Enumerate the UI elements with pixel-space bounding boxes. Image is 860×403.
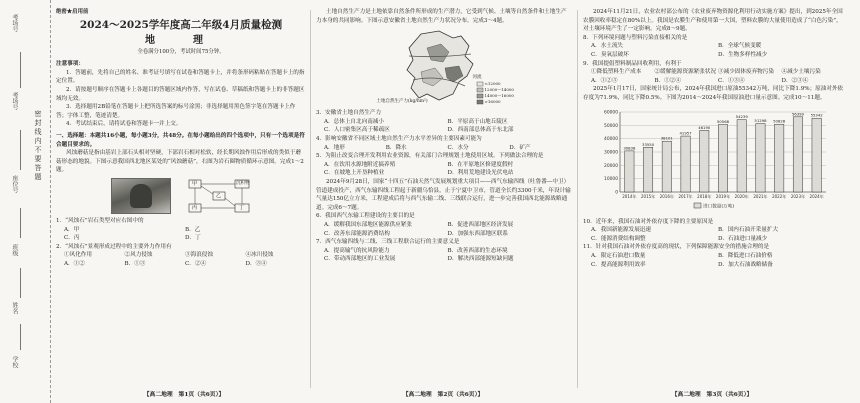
map-legend-value: 14000～16000 <box>484 93 514 99</box>
data-label: 51298 <box>754 117 767 123</box>
option: B．在平原地区修建度假村 <box>447 161 514 168</box>
option: D．加大石油战略储备 <box>718 261 773 268</box>
binding-line <box>20 208 21 238</box>
x-tick-label: 2021年 <box>753 193 768 199</box>
answer-options <box>316 221 571 238</box>
oil-import-chart-svg <box>594 106 834 216</box>
data-label: 56399 <box>791 110 804 116</box>
passage: 土地自然生产力是土地依靠自然条件所形成的生产潜力，它受到气候、土壤等自然条件和土地生产力本身的共同影响。下图示意安徽省土地自然生产力状况分布。完成3～4题。 <box>316 9 567 24</box>
question-stem: 11．针对我国石油对外依存度高的现状，下列保障能源安全的措施合理的是 <box>583 244 770 251</box>
subject-title: 地 理 <box>145 34 217 46</box>
y-tick-label: 20000 <box>604 163 618 169</box>
x-tick-label: 2023年 <box>790 193 806 199</box>
option: D．加强东西部地区联系 <box>447 230 508 237</box>
bar <box>775 124 784 192</box>
wind-erosion-mushroom-photo <box>111 178 171 214</box>
answer-options <box>56 226 306 243</box>
bar <box>737 119 746 191</box>
statement: ④冰川侵蚀 <box>245 252 274 259</box>
page-2 <box>316 8 571 384</box>
oil-import-chart <box>594 106 834 216</box>
x-tick-label: 2020年 <box>734 193 749 199</box>
question-stem: 8．下列环境问题与塑料污染直接相关的是 <box>583 34 688 41</box>
notice-item: 4．考试结束后，请将试卷和答题卡一并上交。 <box>66 121 182 128</box>
option: C．带动西部地区的工业发展 <box>324 256 396 263</box>
binding-field: 考场号 <box>11 92 18 110</box>
binding-field: 姓名 <box>11 302 18 314</box>
passage: 2025年1月17日，国家统计局公布，2024年我国进口原油55342万吨，同比下降1.9%；原油对外依存度为71.9%，同比下降0.5%。下图为2014～2024年我国原油进口量示意图。完成10～11题。 <box>583 86 844 101</box>
notice-title: 注意事项： <box>56 61 84 68</box>
map-legend-river: 河流 <box>472 75 482 81</box>
option: B．平原高于山地丘陵区 <box>447 118 508 125</box>
statement-items <box>56 251 306 260</box>
bar <box>756 123 765 191</box>
option: B．降低进口石油价格 <box>718 252 773 259</box>
answer-options <box>316 118 571 135</box>
y-tick-label: 0 <box>615 190 618 196</box>
option: C．①③④ <box>718 77 745 84</box>
answer-options <box>316 144 571 153</box>
y-tick-label: 10000 <box>604 176 618 182</box>
option: A．我国新能源发展迅速 <box>591 227 651 234</box>
column-divider <box>577 10 578 388</box>
question-stem: 9．我国提倡塑料制品回收利用，有利于 <box>583 60 682 67</box>
question-stem: 2．“风蚀石”景观形成过程中的主要外力作用有 <box>56 243 172 250</box>
passage: 2024年11月21日，农业农村部公布的《农业废弃物资源化利用行动实施方案》提出，到2025年全国农膜回收率稳定在80%以上。我国是农膜生产和使用第一大国，塑料农膜的大量使用造成了“白色污染”，对土壤环境产生了一定影响。完成8～9题。 <box>583 9 843 33</box>
option: C．人口密集区高于稀疏区 <box>324 127 390 134</box>
y-tick-label: 50000 <box>604 123 618 129</box>
answer-options <box>56 260 306 269</box>
option: A．地形 <box>324 144 345 151</box>
schema-label: 丙 <box>192 204 198 211</box>
option: C．改善东部能源消费结构 <box>324 230 390 237</box>
question-stem: 3．安徽省土地自然生产力 <box>316 110 382 117</box>
map-legend-title: 土地自然生产力(kg/hm²) <box>376 99 428 105</box>
option: B．改善西部的生态环境 <box>447 247 508 254</box>
option: A．总体上自北向南减小 <box>324 118 384 125</box>
data-label: 54239 <box>735 113 748 119</box>
map-legend-value: 12000～14000 <box>484 87 514 93</box>
anhui-productivity-map <box>369 28 519 106</box>
option: C．在坡地上开垦种植业 <box>324 170 385 177</box>
schema-label: 乙 <box>216 192 222 199</box>
data-label: 30838 <box>623 144 636 150</box>
statement: ①风化作用 <box>64 252 92 259</box>
question-stem: 10．近年来，我国石油对外依存度下降的主要原因是 <box>583 218 714 225</box>
y-tick-label: 60000 <box>604 110 618 116</box>
answer-options <box>583 77 845 86</box>
binding-field: 班级 <box>11 244 18 256</box>
bar <box>718 124 727 191</box>
data-label: 55342 <box>810 112 823 118</box>
bar <box>700 130 709 192</box>
x-tick-label: 2014年 <box>622 193 637 199</box>
option: B．国内石油开采量扩大 <box>718 227 779 234</box>
legend-swatch <box>694 203 701 208</box>
binding-line <box>20 268 21 298</box>
bar <box>625 150 634 191</box>
answer-options <box>583 252 845 269</box>
notice-item: 3．选择题用2B铅笔在答题卡上把所选答案的标号涂黑；非选择题用黑色签字笔在答题卡上作答；字体工整，笔迹清楚。 <box>56 104 296 119</box>
option: D．丁 <box>185 235 201 242</box>
option: D．生物多样性减少 <box>718 51 768 58</box>
option: A．缓解我国东部地区能源供应紧张 <box>324 221 412 228</box>
bar <box>662 141 671 192</box>
option: D．利用荒地建设光伏电站 <box>447 170 514 177</box>
x-tick-label: 2022年 <box>772 193 787 199</box>
passage: 2024年9月28日，国家“十四五”石油天然气发展规划重大项目——西气东输四线（吐鲁番—中卫）管道建成投产，西气东输四线工程起于新疆乌恰县，止于宁夏中卫市，管道全长约3300千米，年设计输气量达150亿立方米，工程建成后将与西气东输二线、三线联合运行，进一步完善我国西北能源战略通道。完成6～7题。 <box>316 178 571 211</box>
option: C．提高能源利用效率 <box>591 261 646 268</box>
statement-items <box>583 68 845 77</box>
map-legend-value: >16000 <box>484 99 501 105</box>
exam-title: 2024～2025学年度高二年级4月质量检测 <box>79 18 283 31</box>
option: B．全球气候变暖 <box>718 43 762 50</box>
question-stem: 5．为阻止改变合理开发利用农业资源，有关部门合理规划土地使用区域。下列做法合理的是 <box>316 153 544 160</box>
question-stem: 7．西气东输四线与二线、三线工程联合运行的主要意义是 <box>316 239 460 246</box>
option: D．解决西部能源短缺问题 <box>447 256 514 263</box>
data-label: 41957 <box>679 130 692 136</box>
column-divider <box>310 10 311 388</box>
data-label: 33550 <box>642 141 655 147</box>
option: D．③④ <box>245 260 267 267</box>
statement: ③海浪侵蚀 <box>185 252 213 259</box>
x-tick-label: 2024年 <box>809 193 824 199</box>
x-tick-label: 2019年 <box>715 193 731 199</box>
binding-line <box>20 52 21 88</box>
option: A．①②③ <box>591 77 618 84</box>
data-label: 38101 <box>660 135 673 141</box>
score-line: 全卷满分100分，考试时间75分钟。 <box>137 48 225 55</box>
page-footer: 【高二地理 第3页（共6页）】 <box>671 392 753 398</box>
question-stem: 4．影响安徽省不同区域土地自然生产力水平差异的主要因素可能为 <box>316 135 482 142</box>
map-legend-value: <12000 <box>484 81 501 87</box>
option: A．限定石油进口数量 <box>591 252 646 259</box>
page-footer: 【高二地理 第1页（共6页）】 <box>143 392 225 398</box>
statement: ②风力侵蚀 <box>124 252 153 259</box>
option: C．②④ <box>185 260 207 267</box>
option: A．水土流失 <box>591 43 624 50</box>
question-stem: 1．“风蚀石”岩石类型对应右图中的 <box>56 217 144 224</box>
question-stem: 6．我国西气东输工程建设的主要目的是 <box>316 213 415 220</box>
rock-cycle-diagram <box>187 178 251 214</box>
option: C．丙 <box>64 235 80 242</box>
option: D．②③④ <box>781 77 809 84</box>
schema-label: 甲 <box>192 180 198 187</box>
page-3 <box>583 8 845 384</box>
data-label: 50828 <box>773 118 786 124</box>
passage: 风蚀蘑菇是指由基岩上部石头相对坚硬，下部岩石相对松软，经长期风蚀作用后形成的类似于蘑菇形态的地貌。下图示意我国西北地区某处的“风蚀蘑菇”，右图为岩石圈物质循环示意图。完成1～2题。 <box>56 150 304 174</box>
option: B．①③ <box>124 260 146 267</box>
rock-shape <box>130 184 152 208</box>
y-tick-label: 40000 <box>604 136 618 142</box>
option: B．①②④ <box>654 77 681 84</box>
option: D．矿产 <box>509 144 531 151</box>
seal-line-text: 密封线内不要答题 <box>34 110 42 182</box>
binding-field: 座位号 <box>11 175 18 193</box>
page-footer: 【高二地理 第2页（共6页）】 <box>402 392 484 398</box>
x-tick-label: 2015年 <box>640 193 656 199</box>
x-tick-label: 2017年 <box>678 193 693 199</box>
answer-options <box>316 161 571 178</box>
notice-item: 1．答题前，先将自己的姓名、准考证号填写在试卷和答题卡上，并将条形码粘贴在答题卡上的指定位置。 <box>56 69 305 85</box>
option: C．能源消费结构调整 <box>591 235 646 242</box>
schema-label: 丁 <box>239 204 245 211</box>
bar <box>681 136 690 192</box>
schema-label: 沉积物 <box>236 180 250 186</box>
statement: ①降低塑料生产成本 <box>591 69 642 76</box>
option: B．乙 <box>185 226 201 233</box>
binding-field: 学校 <box>11 356 18 368</box>
data-label: 46190 <box>698 124 711 130</box>
confidential-mark: 绝密★启用前 <box>56 9 89 15</box>
bar <box>812 118 821 192</box>
notice-item: 2．请按题号顺序在答题卡上各题目的答题区域内作答，写在试卷、草稿纸和答题卡上的非答题区域均无效。 <box>56 86 305 102</box>
section-heading: 一、选择题：本题共16小题，每小题3分，共48分。在每小题给出的四个选项中，只有一个选项是符合题目要求的。 <box>56 132 305 148</box>
x-tick-label: 2018年 <box>697 193 712 199</box>
option: B．促进西部地区经济发展 <box>447 221 514 228</box>
binding-line <box>20 130 21 170</box>
binding-line <box>20 324 21 350</box>
bar <box>643 147 652 192</box>
option: A．甲 <box>64 226 80 233</box>
option: D．西南部总体高于东北部 <box>447 127 514 134</box>
figure-row <box>56 178 306 214</box>
answer-options <box>583 226 845 243</box>
y-tick-label: 30000 <box>604 150 618 156</box>
data-label: 50568 <box>716 118 730 124</box>
option: D．石油进口量减少 <box>718 235 768 242</box>
x-tick-label: 2016年 <box>659 193 674 199</box>
option: C．水分 <box>447 144 469 151</box>
binding-margin <box>0 0 51 403</box>
option: A．在饮用水源地附近搞养殖 <box>324 161 396 168</box>
binding-field: 考场号 <box>11 14 18 32</box>
page-1 <box>56 8 306 384</box>
bar <box>793 116 802 191</box>
statement: ②缓解能源资源紧张状况 <box>654 69 717 76</box>
option: A．提高输气的抗风险能力 <box>324 247 390 254</box>
option: B．降水 <box>385 144 407 151</box>
answer-options <box>316 247 571 264</box>
legend-label: 进口数量(万吨) <box>703 204 735 210</box>
option: C．臭氧层破坏 <box>591 51 629 58</box>
statement: ③减少固体废弃物污染 <box>718 69 774 76</box>
answer-options <box>583 42 845 59</box>
statement: ④减少土壤污染 <box>781 69 821 76</box>
option: A．①② <box>64 260 85 267</box>
